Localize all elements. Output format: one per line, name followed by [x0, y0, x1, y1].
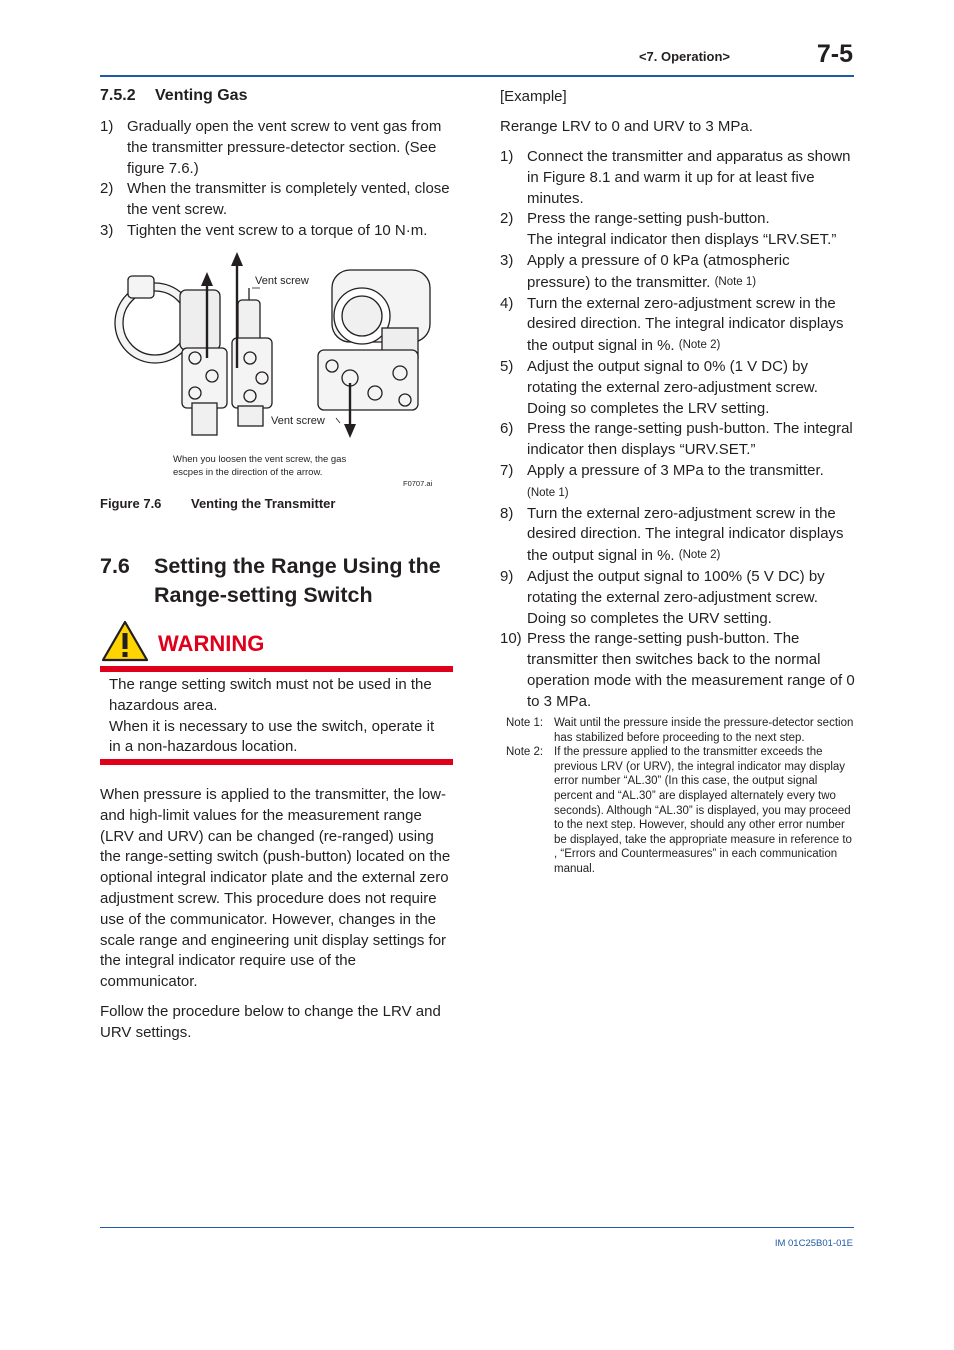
list-item: 3) Apply a pressure of 0 kPa (atmospheric pressure) to the transmitter. (Note 1) — [500, 251, 790, 291]
warning-text: The range setting switch must not be used in the hazardous area. When it is necessary to use the switch, operate it in a non-hazardous location. — [109, 676, 435, 756]
warning-title: WARNING — [158, 631, 265, 656]
list-item: 1) Gradually open the vent screw to vent gas from the transmitter pressure-detector section. (See figure 7.6.) — [100, 118, 442, 177]
follow-paragraph: Follow the procedure below to change the LRV and URV settings. — [100, 1003, 441, 1041]
subsection-heading — [100, 87, 247, 105]
page-number: 7-5 — [816, 40, 853, 68]
note-ref: (Note 1) — [527, 486, 569, 499]
subsection-title: Venting Gas — [155, 87, 248, 104]
list-item: 3) Tighten the vent screw to a torque of 10 N·m. — [100, 221, 428, 239]
warning-top-bar — [100, 666, 453, 672]
example-label: [Example] — [500, 88, 567, 105]
note-ref: (Note 2) — [678, 339, 721, 352]
list-item: 1) Connect the transmitter and apparatus as shown in Figure 8.1 and warm it up for at least five minutes. — [500, 148, 851, 207]
intro-paragraph: When pressure is applied to the transmitter, the low- and high-limit values for the measurement range (LRV and URV) can be changed (re-ranged) using the range-setting switch (push-button) located on the optional integral indicator plate and the external zero adjustment screw. This procedure does not require use of the communicator. However, changes in the scale range and engineering unit display settings for the integral indicator require use of the communicator. — [100, 786, 451, 991]
up-arrow-head-left — [201, 272, 213, 286]
list-item: 6) Press the range-setting push-button. The integral indicator then displays “URV.SET.” — [500, 420, 853, 459]
range-steps — [500, 147, 856, 713]
example-intro: Rerange LRV to 0 and URV to 3 MPa. — [500, 118, 753, 135]
right-transmitter-illustration — [318, 270, 430, 410]
figure-caption-title: Venting the Transmitter — [191, 496, 336, 511]
list-item: 9) Adjust the output signal to 100% (5 V DC) by rotating the external zero-adjustment screw. Doing so completes the URV setting. — [500, 567, 825, 627]
footer-rule — [100, 1227, 854, 1228]
subsection-number: 7.5.2 — [100, 87, 136, 104]
figure-file-id: F0707.ai — [403, 479, 433, 488]
section-heading — [100, 552, 480, 612]
list-item: 2) Press the range-setting push-button. The integral indicator then displays “LRV.SET.” — [500, 210, 837, 249]
note-ref: (Note 1) — [714, 275, 757, 288]
section-number: 7.6 — [100, 554, 130, 578]
warning-icon — [100, 619, 150, 663]
venting-steps — [100, 117, 455, 242]
note-item: Note 1: Wait until the pressure inside the pressure-detector section has stabilized before proceeding to the next step. — [506, 717, 854, 744]
list-item: 10) Press the range-setting push-button. The transmitter then switches back to the normal operation mode with the measurement range of 0 to 3 MPa. — [500, 630, 855, 710]
figure-note: When you loosen the vent screw, the gas escpes in the direction of the arrow. — [173, 454, 347, 478]
warning-bottom-bar — [100, 759, 453, 765]
list-item: 4) Turn the external zero-adjustment screw in the desired direction. The integral indicator displays the output signal in %. (Note 2) — [500, 294, 844, 355]
note-ref: (Note 2) — [678, 549, 721, 562]
up-arrow-head-right — [231, 252, 243, 266]
section-title: Setting the Range Using the Range-setting Switch — [154, 554, 441, 607]
document-id: IM 01C25B01-01E — [774, 1238, 853, 1249]
left-transmitter-illustration — [115, 276, 272, 435]
figure-caption — [100, 496, 335, 511]
list-item: 7) Apply a pressure of 3 MPa to the transmitter. (Note 1) — [500, 461, 824, 499]
vent-screw-label-top: Vent screw — [255, 275, 309, 287]
list-item: 2) When the transmitter is completely vented, close the vent screw. — [100, 180, 450, 219]
list-item: 8) Turn the external zero-adjustment screw in the desired direction. The integral indicator displays the output signal in %. (Note 2) — [500, 504, 844, 565]
note-item: Note 2: If the pressure applied to the transmitter exceeds the previous LRV (or URV), the integral indicator may display error number “AL.30” (In this case, the output signal percent and “AL.30” are displayed alternately every two seconds). Although “AL.30” is displayed, you may proceed to the next step. However, should any other error number be displayed, take the appropriate measure in reference to , “Errors and Countermeasures” in each communication manual. — [506, 746, 852, 875]
list-item: 5) Adjust the output signal to 0% (1 V DC) by rotating the external zero-adjustment screw. Doing so completes the LRV setting. — [500, 357, 818, 417]
down-arrow-head — [344, 424, 356, 438]
notes-block — [506, 716, 856, 877]
header-rule — [100, 75, 854, 77]
vent-screw-label-bottom: Vent screw — [271, 415, 325, 427]
header-section-title: <7. Operation> — [638, 49, 730, 64]
figure-caption-label: Figure 7.6 — [100, 496, 162, 511]
